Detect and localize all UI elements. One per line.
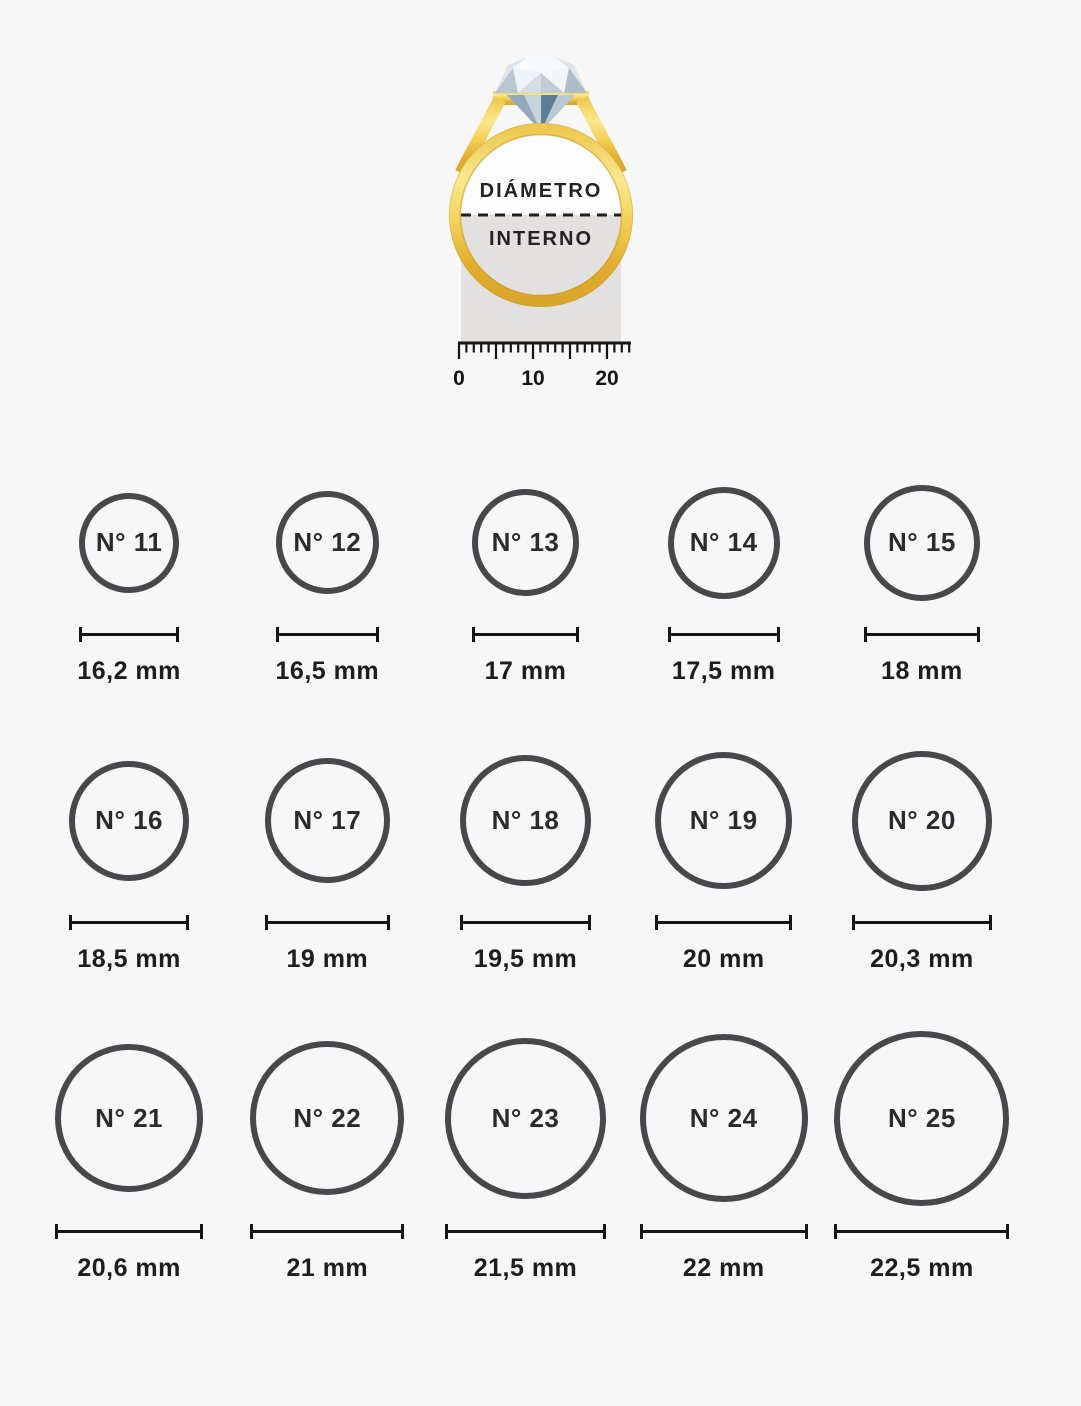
diameter-label: 20 mm bbox=[682, 945, 765, 973]
diameter-label: 19 mm bbox=[286, 945, 369, 973]
diameter-label: 17 mm bbox=[484, 657, 567, 685]
ring-size-circle bbox=[265, 758, 390, 883]
diameter-measure-line bbox=[250, 1224, 404, 1239]
diameter-measure-line bbox=[852, 915, 992, 930]
ring-size-number: N° 16 bbox=[95, 805, 163, 835]
ring-size-circle bbox=[852, 751, 992, 891]
ring-size-circle bbox=[250, 1041, 404, 1195]
ring-size-item bbox=[823, 748, 1021, 974]
ring-size-item bbox=[823, 1028, 1021, 1283]
ring-size-circle bbox=[472, 489, 579, 596]
ring-size-number: N° 13 bbox=[491, 527, 560, 557]
diameter-label: 22 mm bbox=[682, 1254, 765, 1282]
diameter-label: 19,5 mm bbox=[473, 945, 578, 973]
diameter-label: 17,5 mm bbox=[671, 657, 776, 685]
ring-size-number: N° 24 bbox=[689, 1102, 758, 1133]
diameter-label: 22,5 mm bbox=[870, 1254, 974, 1282]
diameter-label: 16,5 mm bbox=[275, 657, 380, 685]
diameter-measure-line bbox=[668, 627, 780, 642]
ring-size-number: N° 14 bbox=[689, 527, 758, 557]
diameter-label: 16,2 mm bbox=[77, 657, 181, 685]
diameter-measure-line bbox=[445, 1224, 606, 1239]
diameter-measure-line bbox=[834, 1224, 1009, 1239]
ring-size-number: N° 19 bbox=[689, 805, 758, 835]
ring-size-circle bbox=[276, 491, 379, 594]
ring-size-item bbox=[426, 748, 624, 974]
ring-size-number: N° 21 bbox=[95, 1102, 163, 1133]
diameter-label: 21 mm bbox=[286, 1254, 369, 1282]
diameter-measure-line bbox=[276, 627, 379, 642]
diameter-measure-line bbox=[472, 627, 579, 642]
diameter-measure-line bbox=[864, 627, 980, 642]
ruler-label-0: 0 bbox=[452, 367, 465, 390]
diameter-measure-line bbox=[655, 915, 792, 930]
diameter-label: 20,6 mm bbox=[77, 1254, 181, 1282]
ring-size-row bbox=[30, 1028, 1021, 1283]
ring-size-item bbox=[30, 480, 228, 686]
ring-size-item bbox=[625, 480, 823, 686]
ring-size-item bbox=[426, 480, 624, 686]
diameter-measure-line bbox=[55, 1224, 203, 1239]
ring-size-circle bbox=[864, 485, 980, 601]
diameter-measure-line bbox=[265, 915, 390, 930]
ring-size-item bbox=[228, 748, 426, 974]
ring-size-item bbox=[625, 748, 823, 974]
ruler-label-10: 10 bbox=[520, 367, 545, 390]
ring-size-item bbox=[823, 480, 1021, 686]
ring-size-item bbox=[30, 1028, 228, 1283]
ring-size-item bbox=[30, 748, 228, 974]
diameter-label: 18,5 mm bbox=[77, 945, 181, 973]
diameter-measure-line bbox=[79, 627, 179, 642]
ring-size-number: N° 17 bbox=[293, 805, 362, 835]
diameter-measure-line bbox=[640, 1224, 808, 1239]
diamond-ring-icon bbox=[431, 55, 651, 395]
ring-size-row bbox=[30, 480, 1021, 686]
sizes-grid bbox=[0, 480, 1081, 1283]
ruler-ticks bbox=[459, 343, 629, 359]
ring-size-circle bbox=[834, 1031, 1009, 1206]
diamond-crown-icon bbox=[495, 57, 587, 93]
ring-size-item bbox=[228, 480, 426, 686]
ring-size-number: N° 12 bbox=[293, 527, 362, 557]
ring-size-item bbox=[228, 1028, 426, 1283]
ruler bbox=[453, 343, 631, 390]
ring-size-number: N° 23 bbox=[491, 1102, 560, 1133]
ring-size-circle bbox=[668, 487, 780, 599]
ring-size-number: N° 18 bbox=[491, 805, 560, 835]
ring-size-circle bbox=[460, 755, 591, 886]
diameter-label: 21,5 mm bbox=[473, 1254, 578, 1282]
diameter-measure-line bbox=[460, 915, 591, 930]
ring-size-circle bbox=[655, 752, 792, 889]
ring-size-circle bbox=[55, 1044, 203, 1192]
diameter-label: 20,3 mm bbox=[870, 945, 974, 973]
inner-diameter-label-top: DIÁMETRO bbox=[479, 180, 602, 202]
ring-size-item bbox=[426, 1028, 624, 1283]
ruler-label-20: 20 bbox=[594, 367, 619, 390]
ring-size-circle bbox=[445, 1038, 606, 1199]
ring-size-number: N° 11 bbox=[95, 527, 163, 557]
ring-size-row bbox=[30, 748, 1021, 974]
ring-size-circle bbox=[69, 761, 189, 881]
diameter-measure-line bbox=[69, 915, 189, 930]
ring-size-number: N° 15 bbox=[887, 527, 956, 557]
diameter-label: 18 mm bbox=[881, 657, 963, 685]
ring-illustration bbox=[431, 55, 651, 395]
ring-size-number: N° 25 bbox=[887, 1102, 956, 1133]
ring-size-circle bbox=[79, 493, 179, 593]
ring-size-circle bbox=[640, 1034, 808, 1202]
ring-size-number: N° 20 bbox=[887, 805, 956, 835]
inner-diameter-label-bottom: INTERNO bbox=[488, 228, 593, 250]
ring-size-number: N° 22 bbox=[293, 1102, 362, 1133]
ring-size-item bbox=[625, 1028, 823, 1283]
